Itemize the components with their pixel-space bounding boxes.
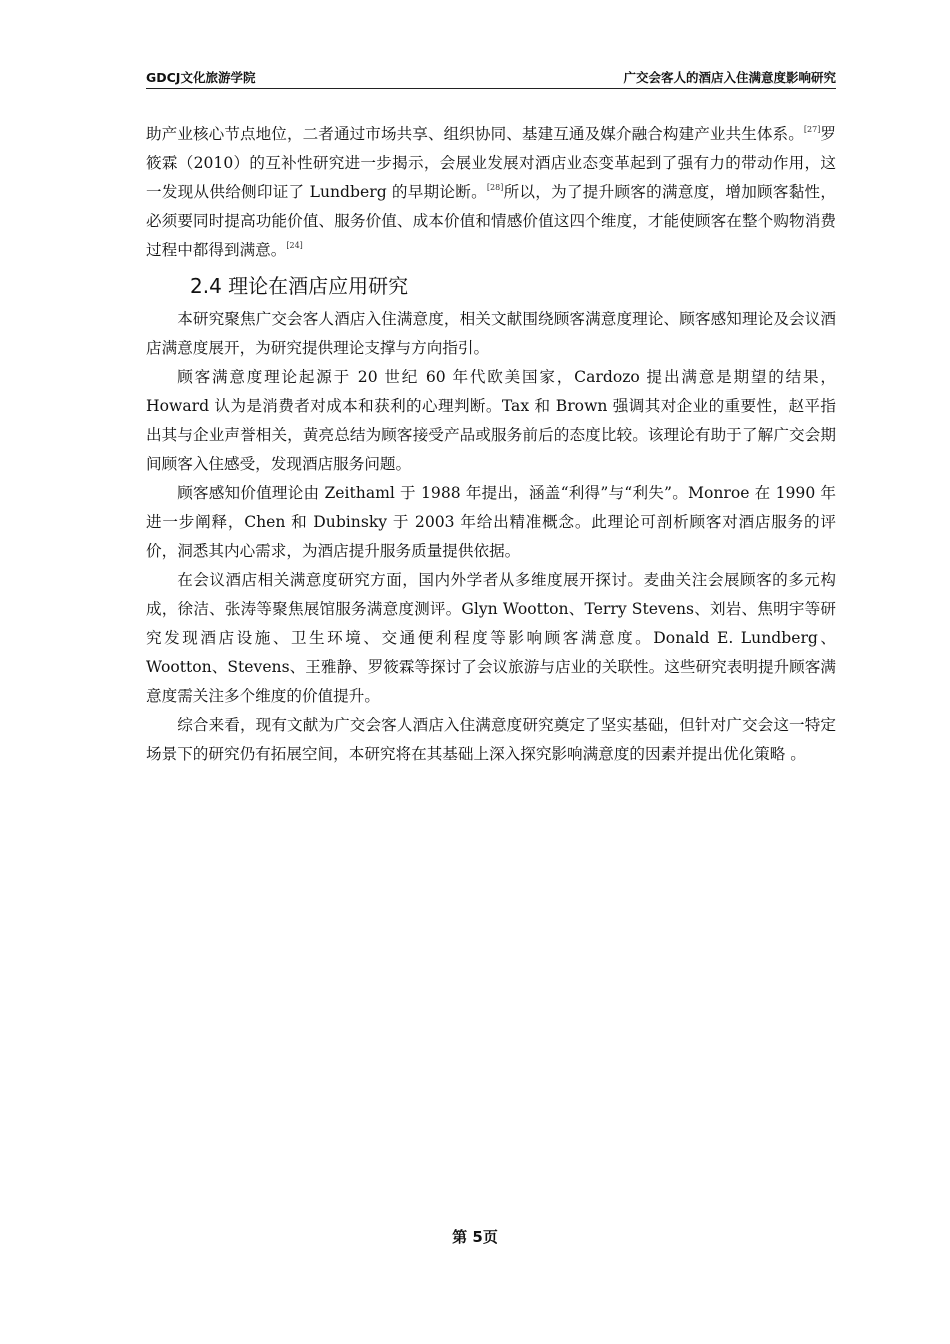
section-paragraph: 顾客满意度理论起源于 20 世纪 60 年代欧美国家，Cardozo 提出满意是期望的结果，Howard 认为是消费者对成本和获利的心理判断。Tax 和 Brown 强调其对企业的重要性，赵平指出其与企业声誉相关，黄亮总结为顾客接受产品或服务前后的态度比较。该理论有助于了解广交会期间顾客入住感受，发现酒店服务问题。 (146, 368, 836, 473)
section-paragraph: 在会议酒店相关满意度研究方面，国内外学者从多维度展开探讨。麦曲关注会展顾客的多元构成，徐洁、张涛等聚焦展馆服务满意度测评。Glyn Wootton、Terry Stevens、刘岩、焦明宇等研究发现酒店设施、卫生环境、交通便利程度等影响顾客满意度。Donald E. Lundberg、Wootton、Stevens、王雅静、罗筱霖等探讨了会议旅游与店业的关联性。这些研究表明提升顾客满意度需关注多个维度的价值提升。 (146, 571, 836, 705)
section-paragraph: 本研究聚焦广交会客人酒店入住满意度，相关文献围绕顾客满意度理论、顾客感知理论及会议酒店满意度展开，为研究提供理论支撑与方向指引。 (146, 310, 836, 357)
page-body (146, 120, 836, 769)
section-paragraph: 顾客感知价值理论由 Zeithaml 于 1988 年提出，涵盖“利得”与“利失”。Monroe 在 1990 年进一步阐释，Chen 和 Dubinsky 于 2003 年给出精准概念。此理论可剖析顾客对酒店服务的评价，洞悉其内心需求，为酒店提升服务质量提供依据。 (146, 484, 836, 560)
citation-ref: [27] (803, 125, 821, 134)
citation-ref: [24] (286, 241, 303, 250)
paragraph-text: 助产业核心节点地位，二者通过市场共享、组织协同、基建互通及媒介融合构建产业共生体系。 (146, 125, 804, 143)
paragraph-text: 罗筱霖（2010）的互补性研究进一步揭示，会展业发展对酒店业态变革起到了强有力的带动作用，这一发现从供给侧印证了 Lundberg 的早期论断。 (146, 125, 836, 201)
paragraph-continued (146, 120, 836, 265)
paragraph-text: 所以，为了提升顾客的满意度，增加顾客黏性，必须要同时提高功能价值、服务价值、成本价值和情感价值这四个维度，才能使顾客在整个购物消费过程中都得到满意。 (146, 183, 836, 259)
header-paper-title: 广交会客人的酒店入住满意度影响研究 (623, 70, 836, 85)
page-header (146, 66, 836, 89)
section-paragraph: 综合来看，现有文献为广交会客人酒店入住满意度研究奠定了坚实基础，但针对广交会这一特定场景下的研究仍有拓展空间，本研究将在其基础上深入探究影响满意度的因素并提出优化策略 。 (146, 716, 836, 763)
section-heading: 2.4 理论在酒店应用研究 (190, 274, 409, 298)
citation-ref: [28] (486, 183, 504, 192)
page-number: 第 5页 (452, 1228, 498, 1246)
header-school-name: GDCJ文化旅游学院 (146, 70, 256, 85)
